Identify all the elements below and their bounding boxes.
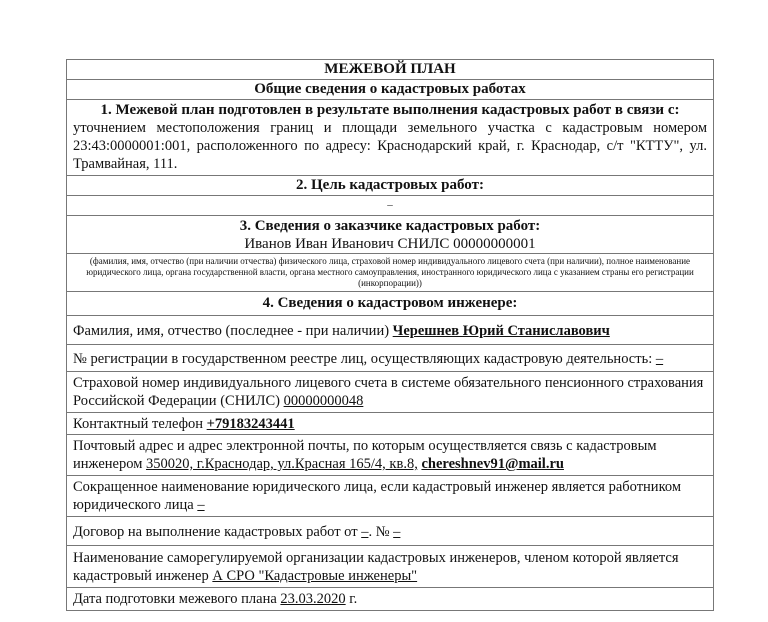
registration-label: № регистрации в государственном реестре лиц, осуществляющих кадастровую деятельность: xyxy=(73,351,653,367)
sro-value: А СРО "Кадастровые инженеры" xyxy=(212,568,418,584)
section-4-heading: 4. Сведения о кадастровом инженере: xyxy=(67,292,714,316)
sro-row xyxy=(67,546,714,588)
email-value: chereshnev91@mail.ru xyxy=(421,456,564,472)
registration-row xyxy=(67,345,714,372)
section-1 xyxy=(67,100,714,176)
address-value: 350020, г.Краснодар, ул.Красная 165/4, кв.8, xyxy=(146,456,418,472)
address-row xyxy=(67,435,714,476)
prepared-date-label: Дата подготовки межевого плана xyxy=(73,591,277,607)
contract-number-label: . № xyxy=(368,524,390,540)
contract-label: Договор на выполнение кадастровых работ от xyxy=(73,524,358,540)
organization-label: Сокращенное наименование юридического лица, если кадастровый инженер является работником юридического лица xyxy=(73,479,682,513)
section-1-text: уточнением местоположения границ и площади земельного участка с кадастровым номером 23:43:0000001:001, расположенного по адресу: Краснодарский край, г. Краснодар, с/т "КТТУ", ул. Трамвайная, 111. xyxy=(73,120,707,172)
phone-label: Контактный телефон xyxy=(73,416,204,432)
organization-row xyxy=(67,476,714,517)
section-2-heading: 2. Цель кадастровых работ: xyxy=(67,176,714,196)
sro-label: Наименование саморегулируемой организации кадастровых инженеров, членом которой является кадастровый инженер xyxy=(73,550,679,584)
prepared-date-suffix: г. xyxy=(349,591,358,607)
engineer-name-row xyxy=(67,316,714,345)
prepared-date-value: 23.03.2020 xyxy=(280,591,346,607)
snils-value: 00000000048 xyxy=(283,393,364,409)
snils-row xyxy=(67,372,714,413)
phone-row xyxy=(67,413,714,435)
organization-value: – xyxy=(197,497,205,513)
snils-label: Страховой номер индивидуального лицевого счета в системе обязательного пенсионного страхования Российской Федерации (СНИЛС) xyxy=(73,375,704,409)
registration-value: – xyxy=(655,351,664,367)
contract-date: – xyxy=(361,524,369,540)
customer-note: (фамилия, имя, отчество (при наличии отчества) физического лица, страховой номер индивидуального лицевого счета (при наличии), полное наименование юридического лица, органа государственной власти, органа местного самоуправления, иностранного юридического лица с указанием страны его регистрации (инкорпорации)) xyxy=(67,254,714,292)
phone-value: +79183243441 xyxy=(206,416,295,432)
customer-value: Иванов Иван Иванович СНИЛС 00000000001 xyxy=(244,236,536,252)
address-label: Почтовый адрес и адрес электронной почты, по которым осуществляется связь с кадастровым инженером xyxy=(73,438,657,472)
section-2-value: – xyxy=(67,196,714,216)
section-subtitle: Общие сведения о кадастровых работах xyxy=(67,80,714,100)
engineer-name-label: Фамилия, имя, отчество (последнее - при наличии) xyxy=(73,323,390,339)
contract-number: – xyxy=(393,524,401,540)
survey-plan-form xyxy=(66,59,714,611)
general-info-table xyxy=(66,59,714,611)
section-3-heading: 3. Сведения о заказчике кадастровых работ: xyxy=(239,218,541,234)
section-1-heading: 1. Межевой план подготовлен в результате выполнения кадастровых работ в связи с: xyxy=(100,102,680,118)
document-title: МЕЖЕВОЙ ПЛАН xyxy=(67,60,714,80)
engineer-name-value: Черешнев Юрий Станиславович xyxy=(392,323,610,339)
contract-row xyxy=(67,517,714,546)
prepared-date-row xyxy=(67,588,714,611)
section-3 xyxy=(67,216,714,254)
